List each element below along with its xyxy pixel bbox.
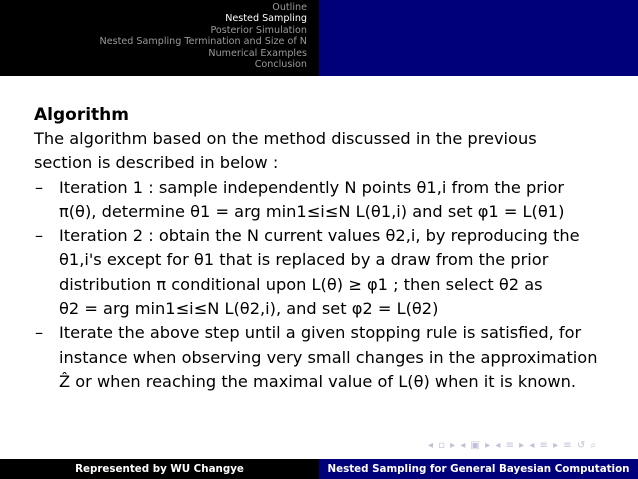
header-bar [0, 0, 638, 76]
outline-nav [100, 2, 307, 70]
list-item [34, 321, 619, 394]
item2-line2: θ1,i's except for θ1 that is replaced by a draw from the prior [59, 250, 549, 270]
bullet-dash: – [35, 226, 44, 246]
list-item [34, 176, 619, 225]
outline-item-posterior-simulation[interactable]: Posterior Simulation [210, 24, 307, 36]
footer-talk-title: Nested Sampling for General Bayesian Computation [319, 459, 638, 479]
item3-line1: Iterate the above step until a given stopping rule is satisfied, for [59, 323, 582, 343]
outline-panel [0, 0, 319, 76]
item2-line3: distribution π conditional upon L(θ) ≥ φ1 ; then select θ2 as [59, 274, 543, 294]
list-item [34, 224, 619, 321]
bullet-dash: – [35, 177, 44, 197]
item3-line2: instance when observing very small changes in the approximation [59, 347, 598, 367]
intro-line-1: The algorithm based on the method discussed in the previous [34, 129, 537, 148]
slide-content [34, 103, 619, 394]
bullet-dash: – [35, 323, 44, 343]
slide-title: Algorithm [34, 105, 129, 125]
outline-item-outline[interactable]: Outline [272, 2, 307, 13]
outline-item-termination[interactable]: Nested Sampling Termination and Size of N [99, 36, 307, 48]
outline-item-conclusion[interactable]: Conclusion [254, 59, 307, 71]
item2-line1: Iteration 2 : obtain the N current values θ2,i, by reproducing the [59, 226, 580, 246]
footer-author: Represented by WU Changye [0, 459, 319, 479]
intro-line-2: section is described in below : [34, 153, 279, 173]
header-blank-panel [319, 0, 638, 76]
item3-line3: Ẑ or when reaching the maximal value of L(θ) when it is known. [59, 371, 577, 391]
outline-item-numerical-examples[interactable]: Numerical Examples [208, 47, 307, 59]
item1-line2: π(θ), determine θ1 = arg min1≤i≤N L(θ1,i) and set φ1 = L(θ1) [59, 201, 565, 221]
item2-line4: θ2 = arg min1≤i≤N L(θ2,i), and set φ2 = L(θ2) [59, 299, 439, 319]
item1-line1: Iteration 1 : sample independently N points θ1,i from the prior [59, 177, 565, 197]
outline-item-nested-sampling[interactable]: Nested Sampling [225, 13, 307, 25]
footer-bar [0, 459, 638, 479]
beamer-navigation-icons[interactable]: ◂ ▫ ▸ ◂ ▣ ▸ ◂ ≡ ▸ ◂ ≡ ▸ ≡ ↺ ⌕ [428, 440, 597, 451]
